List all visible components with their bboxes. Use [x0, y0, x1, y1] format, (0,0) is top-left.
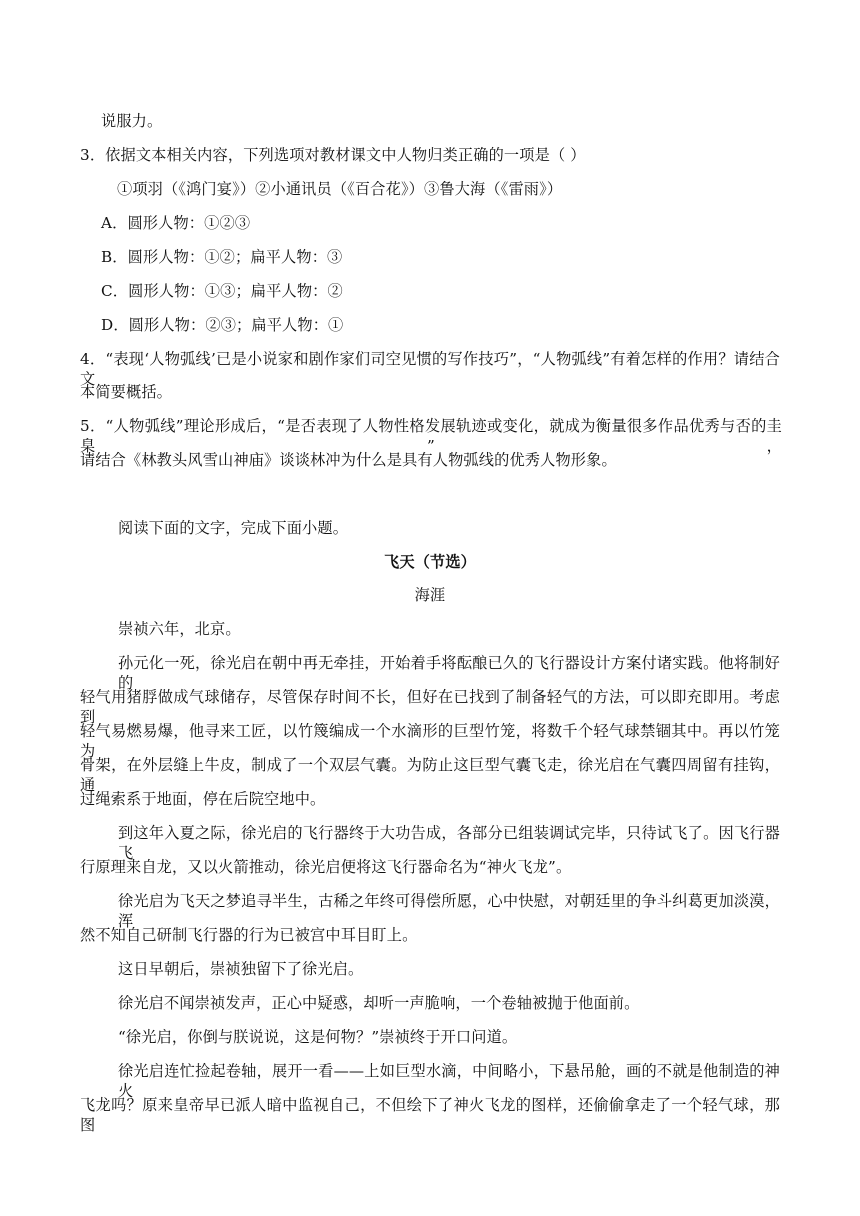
question-3-option-d: D．圆形人物：②③；扁平人物：①	[101, 316, 344, 334]
paragraph-line: 到这年入夏之际，徐光启的飞行器终于大功告成，各部分已组装调试完毕，只待试飞了。因飞行器飞	[118, 824, 780, 862]
question-3-stem: 3．依据文本相关内容，下列选项对教材课文中人物归类正确的一项是（ ）	[80, 146, 586, 164]
paragraph-line: 崇祯六年，北京。	[118, 620, 241, 638]
question-4-line-2: 本简要概括。	[80, 383, 173, 401]
paragraph-line: 徐光启不闻崇祯发声，正心中疑惑，却听一声脆响，一个卷轴被抛于他面前。	[118, 994, 640, 1012]
paragraph-line: 徐光启为飞天之梦追寻半生，古稀之年终可得偿所愿，心中快慰，对朝廷里的争斗纠葛更加淡漠，浑	[118, 892, 780, 930]
paragraph-line: 徐光启连忙捡起卷轴，展开一看——上如巨型水滴，中间略小，下悬吊舱，画的不就是他制造的神火	[118, 1062, 780, 1100]
paragraph-line: 轻气用猪脬做成气球储存，尽管保存时间不长，但好在已找到了制备轻气的方法，可以即充即用。考虑到	[80, 688, 780, 726]
question-4-line-1: 4．“表现‘人物弧线’已是小说家和剧作家们司空见惯的写作技巧”，“人物弧线”有着怎样的作用？请结合文	[80, 350, 780, 388]
paragraph-line: 过绳索系于地面，停在后院空地中。	[80, 790, 326, 808]
question-3-option-a: A．圆形人物：①②③	[101, 214, 251, 232]
reading-instruction: 阅读下面的文字，完成下面小题。	[118, 519, 349, 537]
paragraph-line: 这日早朝后，崇祯独留下了徐光启。	[118, 960, 364, 978]
question-5-line-2: 请结合《林教头风雪山神庙》谈谈林冲为什么是具有人物弧线的优秀人物形象。	[80, 451, 617, 469]
question-5-line-1: 5．“人物弧线”理论形成后，“是否表现了人物性格发展轨迹或变化，就成为衡量很多作品优秀与否的圭臬”，	[80, 417, 782, 455]
paragraph-line: 轻气易燃易爆，他寻来工匠，以竹篾编成一个水滴形的巨型竹笼，将数千个轻气球禁锢其中。再以竹笼为	[80, 722, 780, 760]
paragraph-line: 行原理来自龙，又以火箭推动，徐光启便将这飞行器命名为“神火飞龙”。	[80, 858, 572, 876]
question-3-option-c: C．圆形人物：①③；扁平人物：②	[101, 282, 343, 300]
passage-title: 飞天（节选）	[383, 553, 477, 571]
question-2-tail: 说服力。	[101, 112, 163, 130]
question-3-option-b: B．圆形人物：①②；扁平人物：③	[101, 248, 343, 266]
paragraph-line: 然不知自己研制飞行器的行为已被宫中耳目盯上。	[80, 926, 418, 944]
paragraph-line: 孙元化一死，徐光启在朝中再无牵挂，开始着手将酝酿已久的飞行器设计方案付诸实践。他将制好的	[118, 654, 780, 692]
passage-author: 海涯	[414, 586, 446, 604]
paragraph-line: “徐光启，你倒与朕说说，这是何物？”崇祯终于开口问道。	[118, 1028, 518, 1046]
question-3-items: ①项羽（《鸿门宴》）②小通讯员（《百合花》）③鲁大海（《雷雨》）	[117, 180, 563, 198]
paragraph-line: 骨架，在外层缝上牛皮，制成了一个双层气囊。为防止这巨型气囊飞走，徐光启在气囊四周留有挂钩，通	[80, 756, 780, 794]
paragraph-line: 飞龙吗？原来皇帝早已派人暗中监视自己，不但绘下了神火飞龙的图样，还偷偷拿走了一个轻气球，那图	[80, 1096, 780, 1134]
